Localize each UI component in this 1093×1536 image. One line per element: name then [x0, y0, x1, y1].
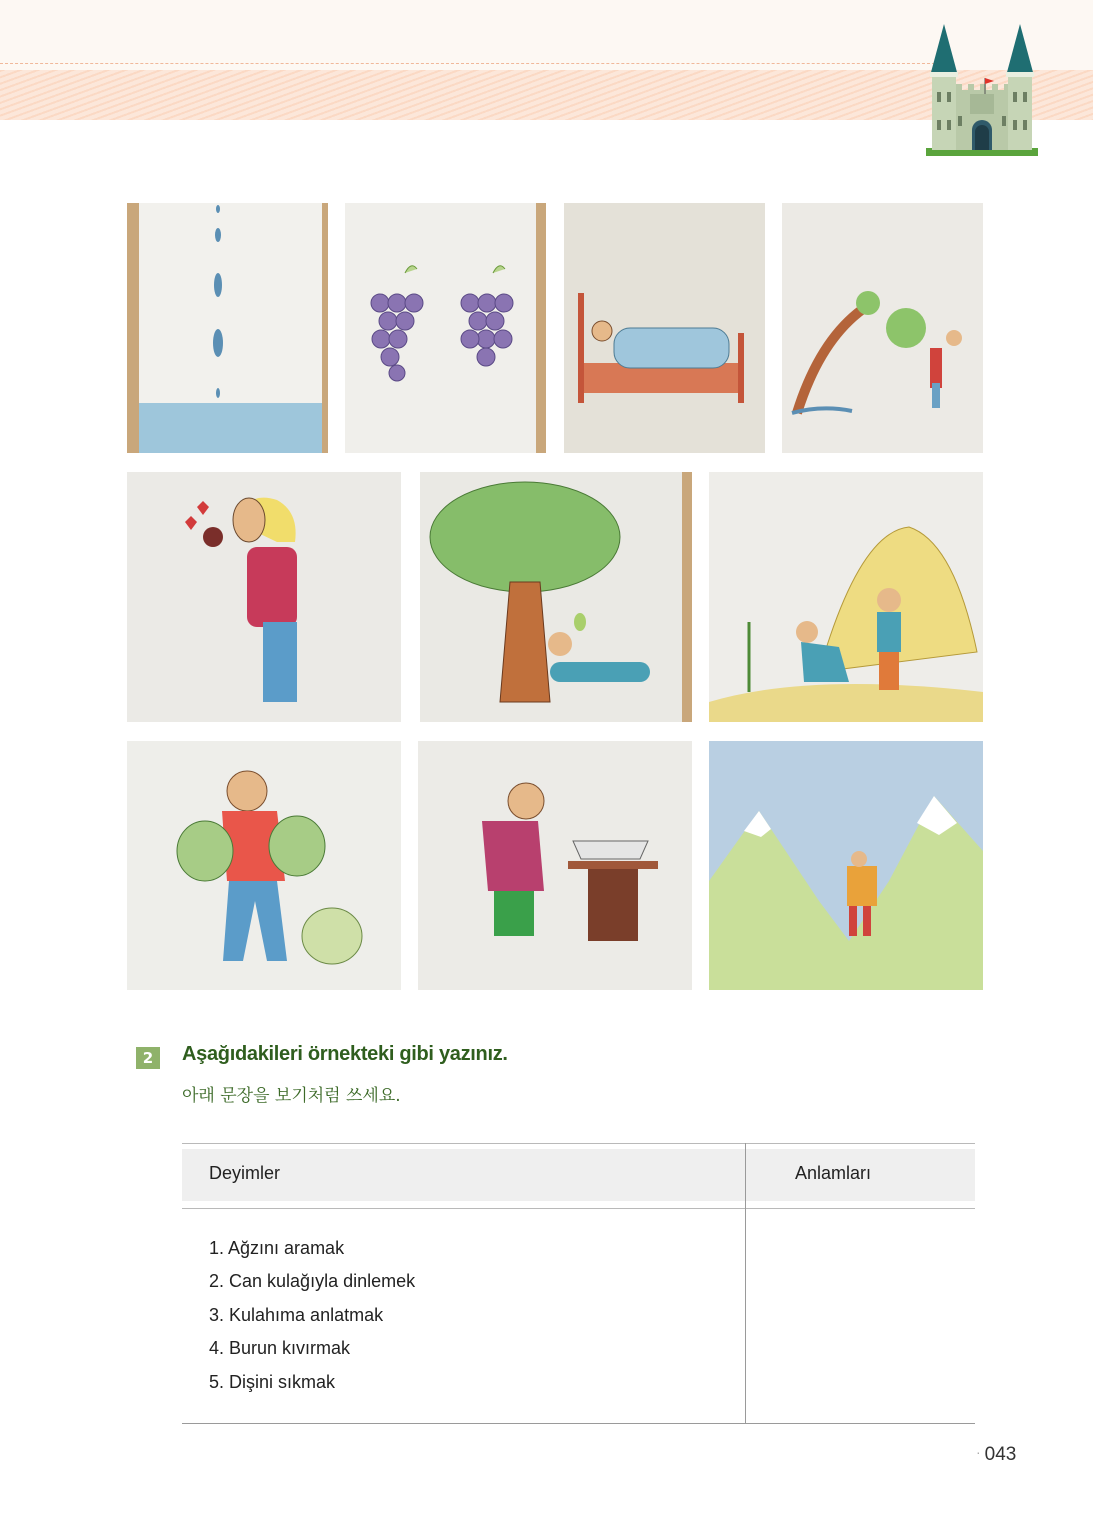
table-header-idioms: Deyimler	[209, 1163, 281, 1183]
table-bottom-border	[182, 1423, 975, 1424]
list-item: 3. Kulahıma anlatmak	[209, 1304, 384, 1325]
header-dotted-line	[0, 63, 935, 64]
drawing-woman-with-rose	[127, 472, 401, 722]
table-header-meanings: Anlamları	[795, 1163, 872, 1183]
list-item: 5. Dişini sıkmak	[209, 1371, 336, 1392]
table-column-divider	[745, 1143, 746, 1424]
drawing-pear-tree	[420, 472, 692, 722]
list-item: 1. Ağzını aramak	[209, 1238, 345, 1258]
page-number-value: 043	[984, 1444, 1017, 1465]
list-item: 2. Can kulağıyla dinlemek	[209, 1271, 416, 1292]
drawing-haystack-boys	[709, 472, 983, 722]
drawing-man-eating-soup	[418, 741, 692, 990]
task-subtitle: 아래 문장을 보기처럼 쓰세요.	[182, 1086, 401, 1106]
drawing-man-carrying-melons	[127, 741, 401, 990]
drawing-water-drops	[127, 203, 328, 453]
drawing-mountains-couple	[709, 741, 983, 990]
drawing-grapes	[345, 203, 546, 453]
castle-icon	[922, 20, 1040, 158]
drawing-bending-tree	[782, 203, 983, 453]
table-top-border	[182, 1143, 975, 1144]
task-number-badge: 2	[136, 1047, 160, 1069]
list-item: 4. Burun kıvırmak	[209, 1338, 351, 1359]
drawing-man-in-bed	[564, 203, 765, 453]
table-header-divider	[182, 1208, 975, 1209]
task-title: Aşağıdakileri örnekteki gibi yazınız.	[182, 1043, 508, 1065]
page-number-dot: ·	[976, 1444, 981, 1460]
idioms-list	[209, 1235, 415, 1402]
page-number	[976, 1444, 1016, 1466]
idioms-table	[182, 1143, 975, 1425]
